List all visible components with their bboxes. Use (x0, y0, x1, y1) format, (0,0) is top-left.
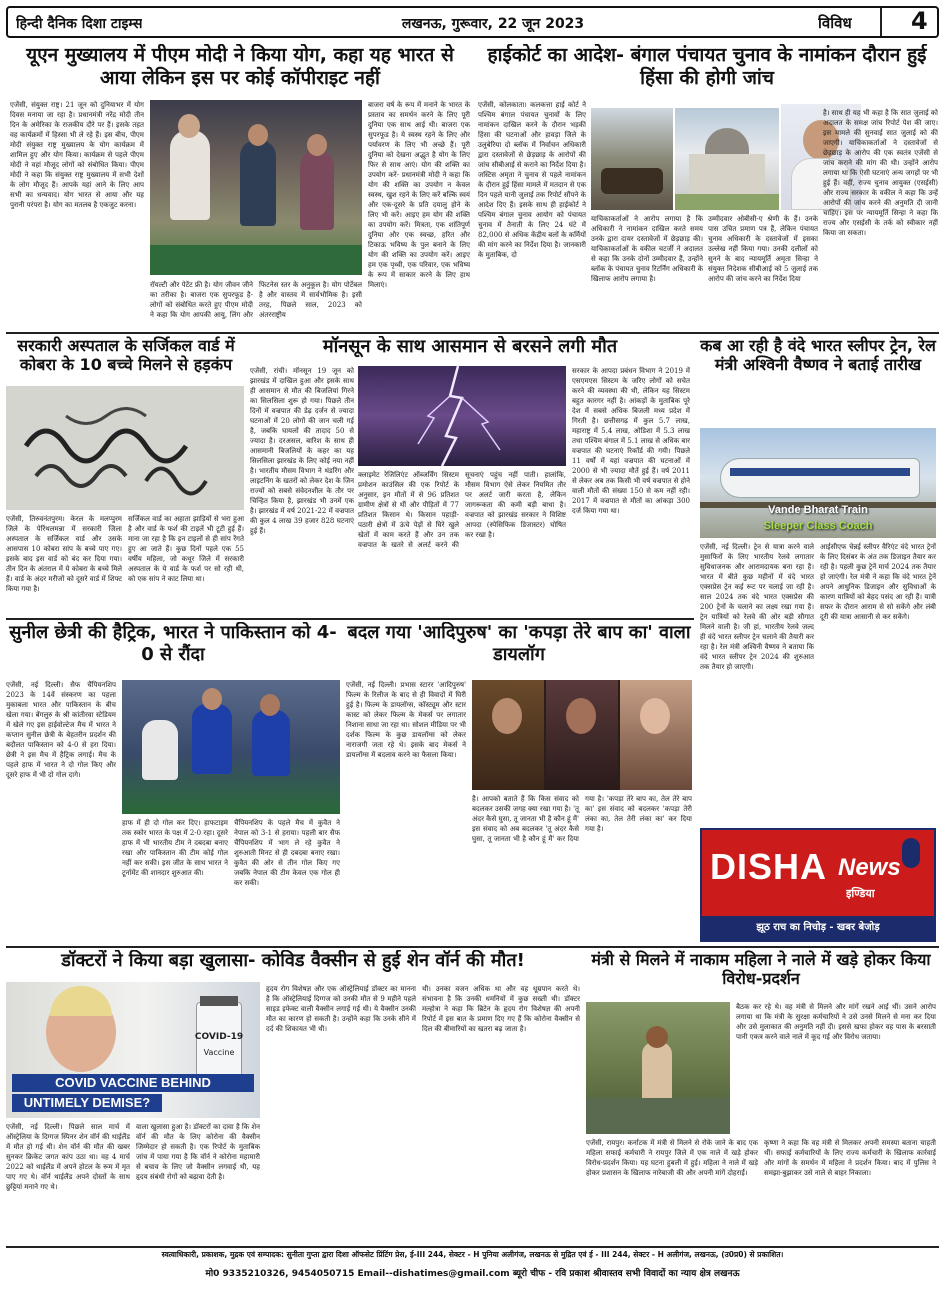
monsoon-body-col3: सरकार के आपदा प्रबंधन विभाग ने 2019 में एसएमएस सिस्टम के जरिए लोगों को सचेत करने की व्यवस्था की थी, लेकिन यह सिस्टम बहुत कारगर नहीं है। आंकड़ों के मुताबिक पूरे देश में सबसे अधिक बिजली मध्य प्रदेश में गिरती है। छत्तीसगढ़ में कुल 5.7 लाख, महाराष्ट्र में 5.4 लाख, ओडिशा में 5.3 लाख तथा पश्चिम बंगाल में 5.1 लाख से अधिक बार वज्रपात की घटनाएं रिकॉर्ड की गयी। पिछले 11 वर्षों में यहां वज्रपात की घटनाओं में 2000 से भी ज्यादा मौतें हुई हैं। वर्ष 2011 से लेकर अब तक किसी भी वर्ष वज्रपात से होने वाली मौतों की संख्या 150 से कम नहीं रही। 2017 में वज्रपात से मौतों का आंकड़ा 300 दर्ज किया गया था। (572, 367, 690, 515)
minister-photo (586, 1002, 730, 1134)
adipurush-headline: बदल गया 'आदिपुरुष' का 'कपड़ा तेरे बाप का' वाला डायलॉग (347, 622, 691, 665)
minister-body-col2: एजेंसी, रायपुर। कर्नाटक में मंत्री से मिलने से रोके जाने के बाद एक महिला सफाई कर्मचारी ने रायपुर जिले में एक नाले में खड़े होकर विरोध-प्रदर्शन किया। यह घटना हुबली में हुई। महिला ने नाले में खड़े होकर प्रशासन के खिलाफ नारेबाजी की और अपनी मांगें दोहराईं। (586, 1139, 758, 1177)
masthead (6, 6, 939, 38)
minister-headline: मंत्री से मिलने में नाकाम महिला ने नाले में खड़े होकर किया विरोध-प्रदर्शन (591, 950, 931, 989)
monsoon-body-col2: क्लाइमेट रेजिलिएंट ऑब्जर्विंग सिस्टम प्रमोशन काउंसिल की एक रिपोर्ट के अनुसार, इन मौतों में से 96 प्रतिशत ग्रामीण क्षेत्रों से थीं और पीड़ितों में 77 प्रतिशत किसान थे। किसान पहाड़ी-पठारी क्षेत्रों में ऊंचे पेड़ों से घिरे खुले खेतों में काम करते हैं और उन तक वज्रपात के खतरे से अलर्ट करने की सूचनाएं पहुंच नहीं पाती। हालांकि, मौसम विभाग ऐसे लेकर नियमित तौर पर अलर्ट जारी करता है, लेकिन जागरूकता की कमी बड़ी बाधा है। वज्रपात को झारखंड सरकार ने विशिष्ट आपदा (स्पेसिफिक डिजास्टर) घोषित कर रखा है। (358, 471, 566, 549)
adipurush-body-col1: एजेंसी, नई दिल्ली। प्रभास स्टारर 'आदिपुरुष' फिल्म के रिलीज के बाद से ही विवादों में घिरी हुई है। फिल्म के डायलॉग्स, कॉस्ट्यूम और स्टार कास्ट को लेकर फिल्म के मेकर्स पर लगातार निशाना साधा जा रहा था। सोशल मीडिया पर भी दर्शक फिल्म के कुछ डायलॉग्स को लेकर नाराजगी जता रहे थे। इसके बाद मेकर्स ने डायलॉग्स में बदलाव करने का फैसला किया। (346, 681, 466, 759)
lightning-icon (358, 366, 566, 466)
section-name: विविध (818, 14, 852, 32)
kobra-body-col1: एजेंसी, तिरुवनंतपुरम। केरल के मलप्पुरम जिले के पेरिंथलमन्ना में सरकारी जिला अस्पताल के सर्जिकल वार्ड और उसके आसपास 10 कोबरा सांप के बच्चे पाए गए। इसके बाद इस वार्ड को बंद कर दिया गया। तीन दिन के अंतराल में ये कोबरा के बच्चे मिले हैं। वार्ड के अंदर मरीजों को दूसरे वार्ड में शिफ्ट किया गया है। (6, 515, 122, 593)
section-rule (6, 332, 939, 334)
ad-tagline: झूठ राच का निचोड़ - खबर बेजोड़ (702, 916, 934, 940)
covid-body-col4: थी। उनका वजन अधिक था और वह धूम्रपान करते थे। संभावना है कि उनकी धमनियों में कुछ सख्ती थी। डॉक्टर मल्होत्रा ने कहा कि ब्रिटेन के हृदय रोग विशेषज्ञ की अपनी रिपोर्ट में इस बात के प्रमाण दिए गए हैं कि कोरोना वैक्सीन से दिल की बीमारियों का खतरा बढ़ जाता है। (422, 985, 580, 1033)
kobra-body-col2: सर्जिकल वार्ड का अहाता झाड़ियों से भरा हुआ है और वार्ड के फर्श की टाइलें भी टूटी हुई हैं। माना जा रहा है कि इन टाइलों से ही सांप रेंगते हुए आ जाते हैं। कुछ दिनों पहले एक 55 वर्षीय महिला, जो कथूर जिले में सरकारी अस्पताल के ये वार्ड के फर्श पर सो रही थी, को एक सांप ने काट लिया था। (128, 515, 244, 583)
footer-contact: मो0 9335210326, 9454050715 Email--dishatimes@gmail.com ब्यूरो चीफ - रवि प्रकाश श्रीवास्तव सभी विवादों का न्याय क्षेत्र लखनऊ (205, 1269, 740, 1279)
paper-name: हिन्दी दैनिक दिशा टाइम्स (16, 16, 143, 32)
yoga-body-col2: रॉयल्टी और पेटेंट फ्री है। योग जीवन जीने का तरीका है। बाजरा एक सुपरफूड है- लोगों को संबोधित करते हुए पीएम मोदी ने कहा कि योग आपकी आयु, लिंग और फिटनेस स्तर के अनुकूल है। योग पोर्टेबल है और वास्तव में सार्वभौमिक है। इसी तरह, पिछले साल, 2023 को अंतरराष्ट्रीय (150, 281, 362, 319)
section-rule (6, 618, 694, 620)
page-number: 4 (911, 7, 928, 35)
chhetri-body-col1: एजेंसी, नई दिल्ली। सैफ चैंपियनशिप 2023 के 14वें संस्करण का पहला मुकाबला भारत और पाकिस्तान के बीच खेला गया। बेंगलुरु के श्री कांतीरवा स्टेडियम में खेले गए इस हाईवोल्टेज मैच में भारत ने कप्तान सुनील छेत्री के बेहतरीन प्रदर्शन की बदौलत पाकिस्तान को 4-0 से हरा दिया। छेत्री ने इस मैच में हैट्रिक लगाई। मैच के पहले हाफ में भारत ने दो गोल किए और दूसरे हाफ में भी दो गोल दागे। (6, 681, 116, 779)
disha-news-ad (700, 828, 936, 942)
chhetri-body-col2: हाफ में ही दो गोल कर दिए। हाफटाइम तक स्कोर भारत के पक्ष में 2-0 रहा। दूसरे हाफ में भी भारतीय टीम ने दबदबा बनाए रखा और पाकिस्तान की टीम कोई गोल नहीं कर सकी। इस जीत के साथ भारत ने टूर्नामेंट की शानदार शुरुआत की। (122, 819, 228, 877)
minister-body-col3: कृष्णा ने कहा कि वह मंत्री से मिलकर अपनी समस्या बताना चाहती थीं। सफाई कर्मचारियों के लिए राज्य कर्मचारी के खिलाफ कार्रवाई और मांगों के समर्थन में महिला ने प्रदर्शन किया। बाद में पुलिस ने समझा-बुझाकर उसे नाले से बाहर निकाला। (764, 1139, 936, 1177)
yoga-headline: यूएन मुख्यालय में पीएम मोदी ने किया योग, कहा यह भारत से आया लेकिन इस पर कोई कॉपीराइट नहीं (26, 44, 454, 89)
chhetri-headline: सुनील छेत्री की हैट्रिक, भारत ने पाकिस्तान को 4-0 से रौंदा (9, 622, 337, 665)
kobra-headline: सरकारी अस्पताल के सर्जिकल वार्ड में कोबरा के 10 बच्चे मिलने से हड़कंप (17, 336, 235, 375)
vaccine-vial-label: COVID-19 (194, 1032, 244, 1042)
hc-body-col3: उम्मीदवार ओबीसी-ए श्रेणी के हैं। उनके पास उचित प्रमाण पत्र हैं, लेकिन पंचायत चुनाव अधिकारी के दस्तावेजों में इसका उल्लेख नहीं किया गया। उनकी दलीलों को सुनने के बाद न्यायमूर्ति अमृता सिन्हा ने संयुक्त निदेशक सीबीआई को 5 जुलाई तक आरोप की जांच करने का निर्देश दिया (708, 215, 818, 283)
ad-brand-sub: इण्डिया (846, 887, 875, 900)
monsoon-body-col1: एजेंसी, रांची। मॉनसून 19 जून को झारखंड में दाखिल हुआ और इसके साथ ही आसमान से मौत की बिजलियां गिरने का सिलसिला शुरू हो गया। पिछले तीन दिनों में वज्रपात की डेढ़ दर्जन से ज्यादा घटनाओं में 20 लोगों की जान चली गई है, जबकि घायलों की तादाद 50 से ज्यादा है। दरअसल, बारिश के साथ ही आसमानी बिजलियों के कहर का यह सिलसिला झारखंड के लिए कोई नया नहीं है। भारतीय मौसम विभाग ने थंडरिंग और लाइटनिंग के खतरों को लेकर देश के जिन राज्यों को सबसे संवेदनशील के तौर पर चिन्हित किया है, झारखंड भी उनमें एक है। झारखंड में वर्ष 2021-22 में वज्रपात की कुल 4 लाख 39 हजार 828 घटनाएं हुई हैं। (250, 367, 354, 535)
covid-photo (6, 982, 260, 1118)
adipurush-photo (472, 680, 692, 790)
vande-headline: कब आ रही है वंदे भारत स्लीपर ट्रेन, रेल मंत्री अश्विनी वैष्णव ने बताई तारीख (700, 336, 936, 375)
chhetri-photo (122, 680, 340, 814)
covid-body-col1: एजेंसी, नई दिल्ली। पिछले साल मार्च में ऑस्ट्रेलिया के दिग्गज स्पिनर शेन वॉर्न की थाईलैंड में मौत हो गई थी। शेन वॉर्न की मौत की खबर सुनकर क्रिकेट जगत कांप उठा था। वह 4 मार्च 2022 को थाईलैंड में अपने होटल के रूम में मृत पाए गए थे। वॉर्न थाईलैंड अपने दोस्तों के साथ छुट्टियां मनाने गए थे। (6, 1123, 130, 1191)
minister-body-col1: बैठक कर रहे थे। वह मंत्री से मिलने और मांगें रखने आई थीं। उसने आरोप लगाया था कि मंत्री के सुरक्षा कर्मचारियों ने उसे उनसे मिलने से मना कर दिया और उसे मुलाकात की अनुमति नहीं दी। इससे खफा होकर वह पास के बरसाती पानी एकत्र करने वाले नाले में कूद गई और विरोध जताया। (736, 1003, 936, 1041)
snake-illustration (6, 386, 244, 510)
vande-caption-line1: Vande Bharat Train (768, 504, 868, 516)
vande-body-col2: आईसीएफ चेन्नई स्लीपर वैरिएंट वंदे भारत ट्रेनों के लिए दिसंबर के अंत तक डिजाइन तैयार कर रही है। पहली कुछ ट्रेनें मार्च 2024 तक तैयार हो जाएंगी। रेल मंत्री ने कहा कि वंदे भारत ट्रेनें अपने आधुनिक डिजाइन और सुविधाओं के कारण यात्रियों को बेहद पसंद आ रही हैं। यात्री सफर के दौरान आराम से सो सकेंगे और लंबी दूरी की यात्रा आसानी से कर सकेंगे। (820, 543, 936, 621)
adipurush-body-col2: है। आपको बताते हैं कि किस संवाद को बदलकर उसकी जगह क्या रखा गया है। 'तू अंदर कैसे घुसा, तू जानता भी है कौन हूं मैं' इस संवाद को अब बदलकर 'तू अंदर कैसे घुसा, तू जानता भी है कौन हूं मैं' कर दिया गया है। 'कपड़ा तेरे बाप का, तेल तेरे बाप का' इस संवाद को बदलकर 'कपड़ा तेरी लंका का, तेल तेरी लंका का' कर दिया गया है। (472, 795, 692, 843)
lightning-photo (358, 366, 566, 466)
covid-caption-line2: UNTIMELY DEMISE? (12, 1094, 162, 1112)
covid-body-col2: वाला खुलासा हुआ है। डॉक्टरों का दावा है कि शेन वॉर्न की मौत के लिए कोरोना की वैक्सीन जिम्मेदार हो सकती है। एक रिपोर्ट के मुताबिक जांच में पाया गया है कि वॉर्न ने कोरोना महामारी से बचाव के लिए जो वैक्सीन लगवाई थी, यह हृदय संबंधी रोगों को बढ़ावा देती है। (136, 1123, 260, 1181)
covid-caption-line1: COVID VACCINE BEHIND (12, 1074, 254, 1092)
hc-body-col4: है। साथ ही यह भी कहा है कि सात जुलाई को अदालत के समक्ष जांच रिपोर्ट पेश की जाए। इस मामले की सुनवाई सात जुलाई को की जाएगी। याचिकाकर्ताओं ने दस्तावेजों से छेड़छाड़ के आरोप की एक स्वतंत्र एजेंसी से जांच कराने की मांग की थी। उन्होंने आरोप लगाया था कि ऐसी घटनाएं अन्य जगहों पर भी हुई हैं। वहीं, राज्य चुनाव आयुक्त (एसईसी) और राज्य सरकार के वकील ने कहा कि उन्हें आरोपों की जांच करने की अनुमति दी जानी चाहिए। इस पर न्यायमूर्ति सिन्हा ने कहा कि राज्य और एसईसी के तर्क को स्वीकार नहीं किया जा सकता। (823, 109, 938, 237)
section-rule (6, 946, 939, 948)
covid-body-col3: हृदय रोग विशेषज्ञ और एक ऑस्ट्रेलियाई डॉक्टर का मानना है कि ऑस्ट्रेलियाई दिग्गज को उनकी मौत से 9 महीने पहले साइड इफेक्ट वाली वैक्सीन लगाई गई थी। ये वैक्सीन उनकी मौत का कारण हो सकती है। उन्होंने कहा कि उनके सीने में दर्द की शिकायत भी थी। (266, 985, 416, 1033)
vaccine-label: Vaccine (203, 1048, 235, 1057)
hc-body-col2: याचिकाकर्ताओं ने आरोप लगाया है कि अधिकारी ने नामांकन दाखिल करते समय उनके द्वारा दायर दस्तावेजों में छेड़छाड़ की। याचिकाकर्ताओं के वकील चटर्जी ने अदालत से कहा कि उनके दोनों उम्मीदवार हैं, उन्होंने ब्लॉक के पंचायत चुनाव रिटर्निंग अधिकारी के खिलाफ आरोप लगाया है। (591, 215, 703, 283)
vande-photo (700, 428, 936, 538)
yoga-body-col1: एजेंसी, संयुक्त राष्ट्र। 21 जून को दुनियाभर में योग दिवस मनाया जा रहा है। प्रधानमंत्री नरेंद्र मोदी तीन दिन के अमेरिका के राजकीय दौरे पर हैं। इसके तहत वह कार्यक्रमों में हिस्सा भी ले रहे हैं। इस बीच, पीएम मोदी संयुक्त राष्ट्र मुख्यालय के योग कार्यक्रम में शामिल हुए और योग किया। कार्यक्रम से पहले पीएम मोदी ने वहां मौजूद लोगों को संबोधित किया। पीएम मोदी ने कहा कि संयुक्त राष्ट्र मुख्यालय में सभी देशों के लोग मौजूद हैं। आपके यहां आने के लिए आप सभी का धन्यवाद। योग भारत से आया और यह पुरानी परंपरा है। योग का मतलब है एकजुट करना। (10, 101, 144, 209)
footer-rule (6, 1246, 939, 1248)
footer-imprint: स्वत्वाधिकारी, प्रकाशक, मुद्रक एवं सम्पादक: सुनीता गुप्ता द्वारा दिशा ऑफसेट प्रिंटिंग प्रेस, ई-III 244, सेक्टर - H पुनिया अलीगंज, लखनऊ से मुद्रित एवं ई - III 244, सेक्टर - H अलीगंज, लखनऊ, (उ0प्र0) से प्रकाशित। (161, 1250, 784, 1259)
ad-brand-main: DISHA (710, 846, 828, 887)
hc-headline: हाईकोर्ट का आदेश- बंगाल पंचायत चुनाव के नामांकन दौरान हुई हिंसा की होगी जांच (487, 44, 927, 89)
hc-photo-crowd (591, 108, 673, 210)
monsoon-headline: मॉनसून के साथ आसमान से बरसने लगी मौत (322, 336, 618, 357)
microphone-icon (902, 838, 920, 868)
yoga-photo (150, 100, 362, 275)
ad-brand-news: News (838, 854, 901, 881)
vande-body-col1: एजेंसी, नई दिल्ली। ट्रेन से यात्रा करने वाले मुसाफिरों के लिए भारतीय रेलवे लगातार सुविधाजनक और आरामदायक बना रहा है। भारत में बीते कुछ महीनों में वंदे भारत एक्सप्रेस ट्रेन कई रूट पर चलाई जा रही है। साल 2024 तक वंदे भारत एक्सप्रेस की 200 ट्रेनों के चलाने का लक्ष्य रखा गया है। ट्रेन यात्रियों को रेलवे की ओर बड़ी सौगात मिलने वाली है। जी हां, भारतीय रेलवे जल्द ही वंदे भारत स्लीपर ट्रेन चलाने की तैयारी कर रहा है। रेल मंत्री अश्विनी वैष्णव ने बताया कि वंदे भारत स्लीपर ट्रेन 2024 की शुरुआत तक तैयार हो जाएगी। (700, 543, 814, 671)
dateline: लखनऊ, गुरूवार, 22 जून 2023 (401, 16, 585, 32)
covid-headline: डॉक्टरों ने किया बड़ा खुलासा- कोविड वैक्सीन से हुई शेन वॉर्न की मौत! (61, 950, 525, 971)
hc-body-col1: एजेंसी, कोलकाता। कलकत्ता हाई कोर्ट ने पश्चिम बंगाल पंचायत चुनावों के लिए नामांकन दाखिल करने के दौरान भड़की हिंसा की घटनाओं और हावड़ा जिले के उलुबेरिया दो ब्लॉक में निर्वाचन अधिकारी द्वारा दस्तावेजों से छेड़छाड़ के आरोपों की जांच सीबीआई से कराने का निर्देश दिया है। जस्टिस अमृता ने चुनाव से पहले नामांकन के दौरान हुई हिंसा मामले में मतदान से एक दिन पहले यानी जुलाई तक रिपोर्ट सौंपने के आदेश दिए हैं। इसके साथ ही हाईकोर्ट ने पश्चिम बंगाल चुनाव आयोग को पंचायत चुनाव में तैनाती के लिए 24 घंटे में 82,000 से अधिक केंद्रीय बलों के कर्मियों की मांग करने का निर्देश दिया है। जानकारी के मुताबिक, दो (478, 101, 586, 259)
yoga-body-col3: बाजरा वर्ष के रूप में मनाने के भारत के प्रस्ताव का समर्थन करने के लिए पूरी दुनिया एक साथ आई थी। बाजरा एक सुपरफूड है। ये स्वस्थ रहने के लिए और पर्यावरण के लिए भी अच्छे हैं। पूरी दुनिया को देखना अद्भुत है योग के लिए फिर से साथ आएं। योग की शक्ति का उपयोग करें- प्रधानमंत्री मोदी ने कहा कि योग की शक्ति का उपयोग न केवल स्वस्थ, खुश रहने के लिए करें बल्कि स्वयं और एक-दूसरे के प्रति दयालु होने के लिए भी करें। आइए हम योग की शक्ति का उपयोग करें। मित्रता, एक शांतिपूर्ण दुनिया और एक स्वच्छ, हरित और टिकाऊ भविष्य के पुल बनाने के लिए योग की शक्ति का उपयोग करें। आइए हम एक पृथ्वी, एक परिवार, एक भविष्य के रूप में साकार करने के लिए हाथ मिलाएं। (368, 101, 470, 289)
vande-caption-line2: Sleeper Class Coach (763, 520, 873, 532)
kobra-photo (6, 386, 244, 510)
chhetri-body-col3: चैंपियनशिप के पहले मैच में कुवैत ने नेपाल को 3-1 से हराया। पहली बार सैफ चैंपियनशिप में भाग ले रहे कुवैत ने शुरुआती मिनट से ही दबदबा बनाए रखा। कुवैत की ओर से तीन गोल किए गए जबकि नेपाल की टीम केवल एक गोल ही कर सकी। (234, 819, 340, 887)
hc-photo-court (675, 108, 779, 210)
column-divider (880, 8, 882, 36)
